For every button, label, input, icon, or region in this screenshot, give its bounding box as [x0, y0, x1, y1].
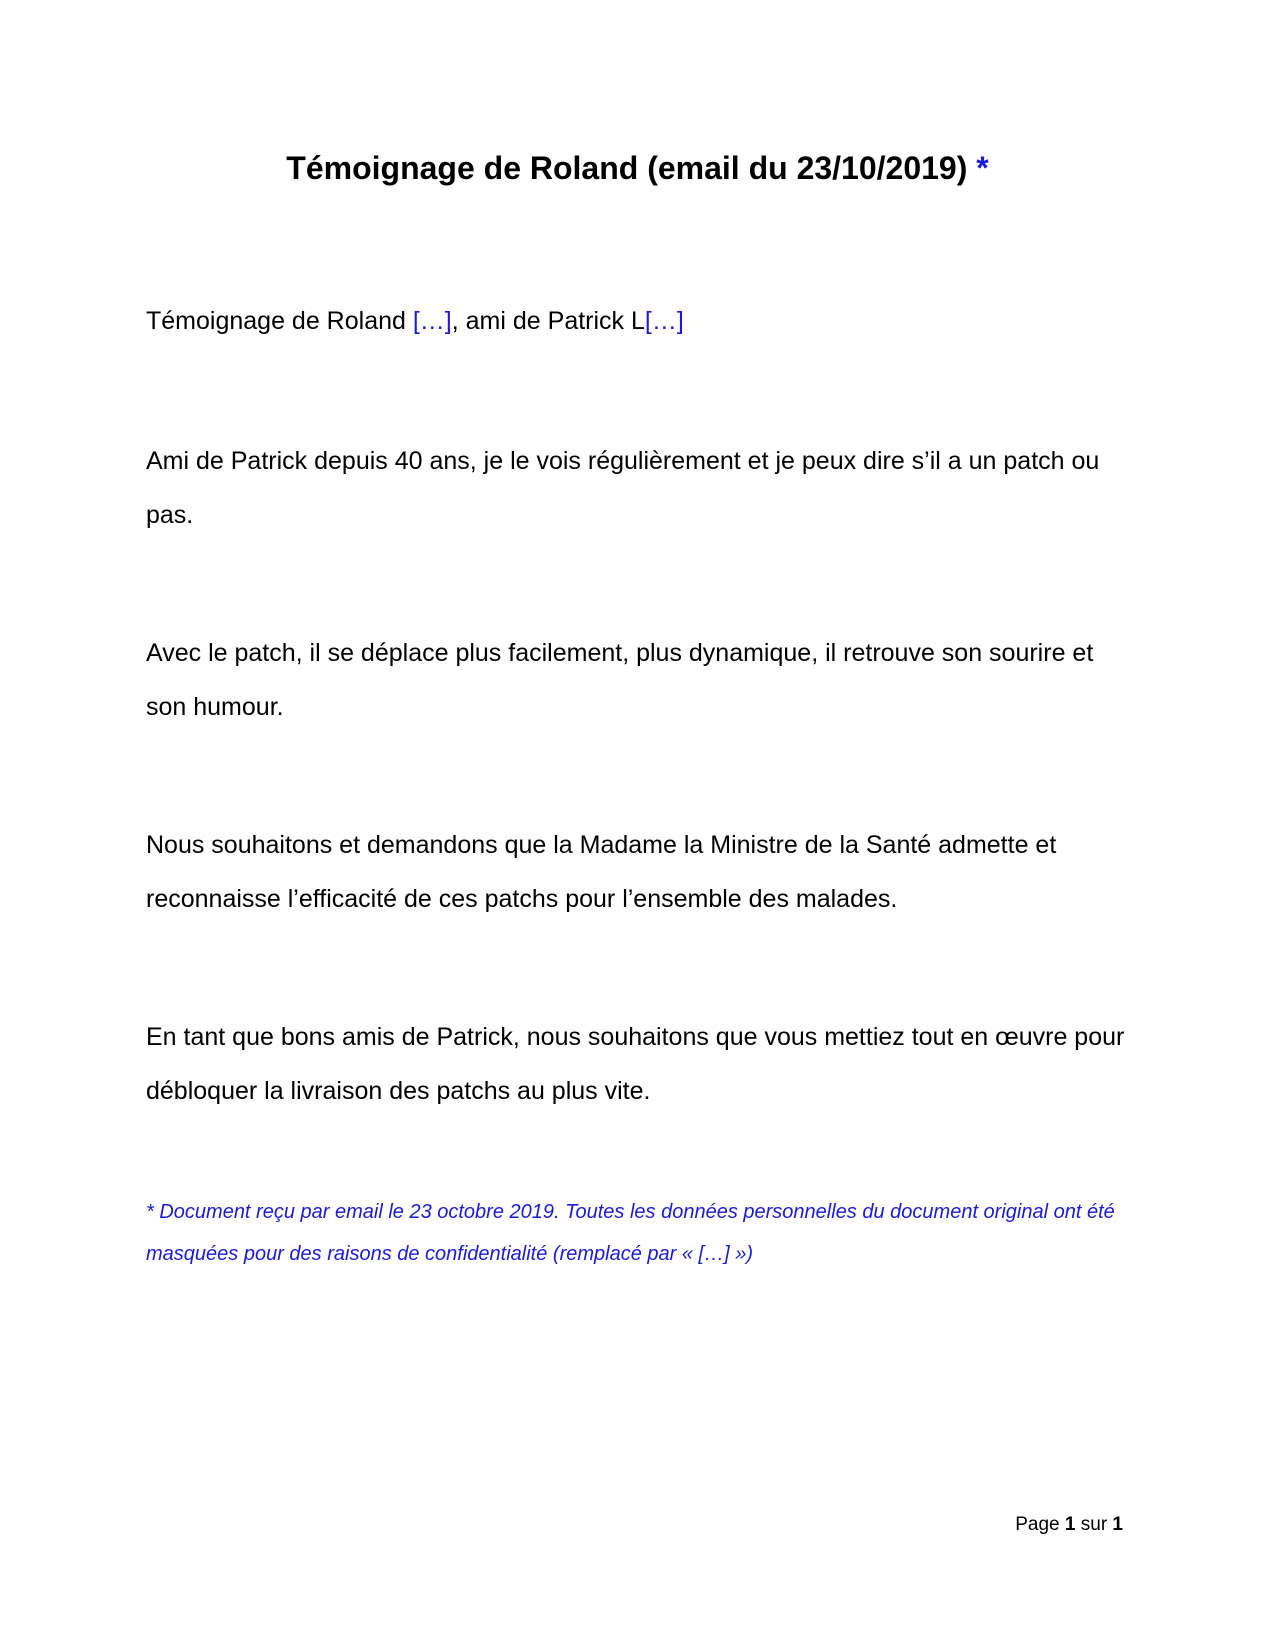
- redaction-marker-name: […]: [412, 307, 452, 335]
- page-title: [0, 148, 1275, 188]
- paragraph-2: Avec le patch, il se déplace plus facilement, plus dynamique, il retrouve son sourire et son humour.: [146, 639, 1094, 721]
- paragraph-4: En tant que bons amis de Patrick, nous souhaitons que vous mettiez tout en œuvre pour débloquer la livraison des patchs au plus vite.: [146, 1023, 1125, 1105]
- paragraph-3: Nous souhaitons et demandons que la Madame la Ministre de la Santé admette et reconnaisse l’efficacité de ces patchs pour l’ensemble des malades.: [146, 831, 1057, 913]
- intro-line: [146, 294, 1131, 348]
- intro-text-b: , ami de Patrick L: [451, 307, 645, 335]
- current-page: 1: [1064, 1514, 1076, 1535]
- title-footnote-marker: *: [976, 150, 989, 186]
- paragraph-1: Ami de Patrick depuis 40 ans, je le vois régulièrement et je peux dire s’il a un patch ou pas.: [146, 447, 1100, 529]
- intro-text-a: Témoignage de Roland: [146, 307, 413, 335]
- page-number: [1015, 1512, 1123, 1538]
- total-pages: 1: [1112, 1514, 1123, 1535]
- title-text: Témoignage de Roland (email du 23/10/2019): [286, 150, 968, 186]
- redaction-marker-surname: […]: [644, 307, 684, 335]
- page-label: Page: [1015, 1514, 1065, 1535]
- page-separator: sur: [1075, 1514, 1113, 1535]
- footnote: * Document reçu par email le 23 octobre 2019. Toutes les données personnelles du document original ont été masquées pour des raisons de confidentialité (remplacé par « […] »): [146, 1201, 1115, 1265]
